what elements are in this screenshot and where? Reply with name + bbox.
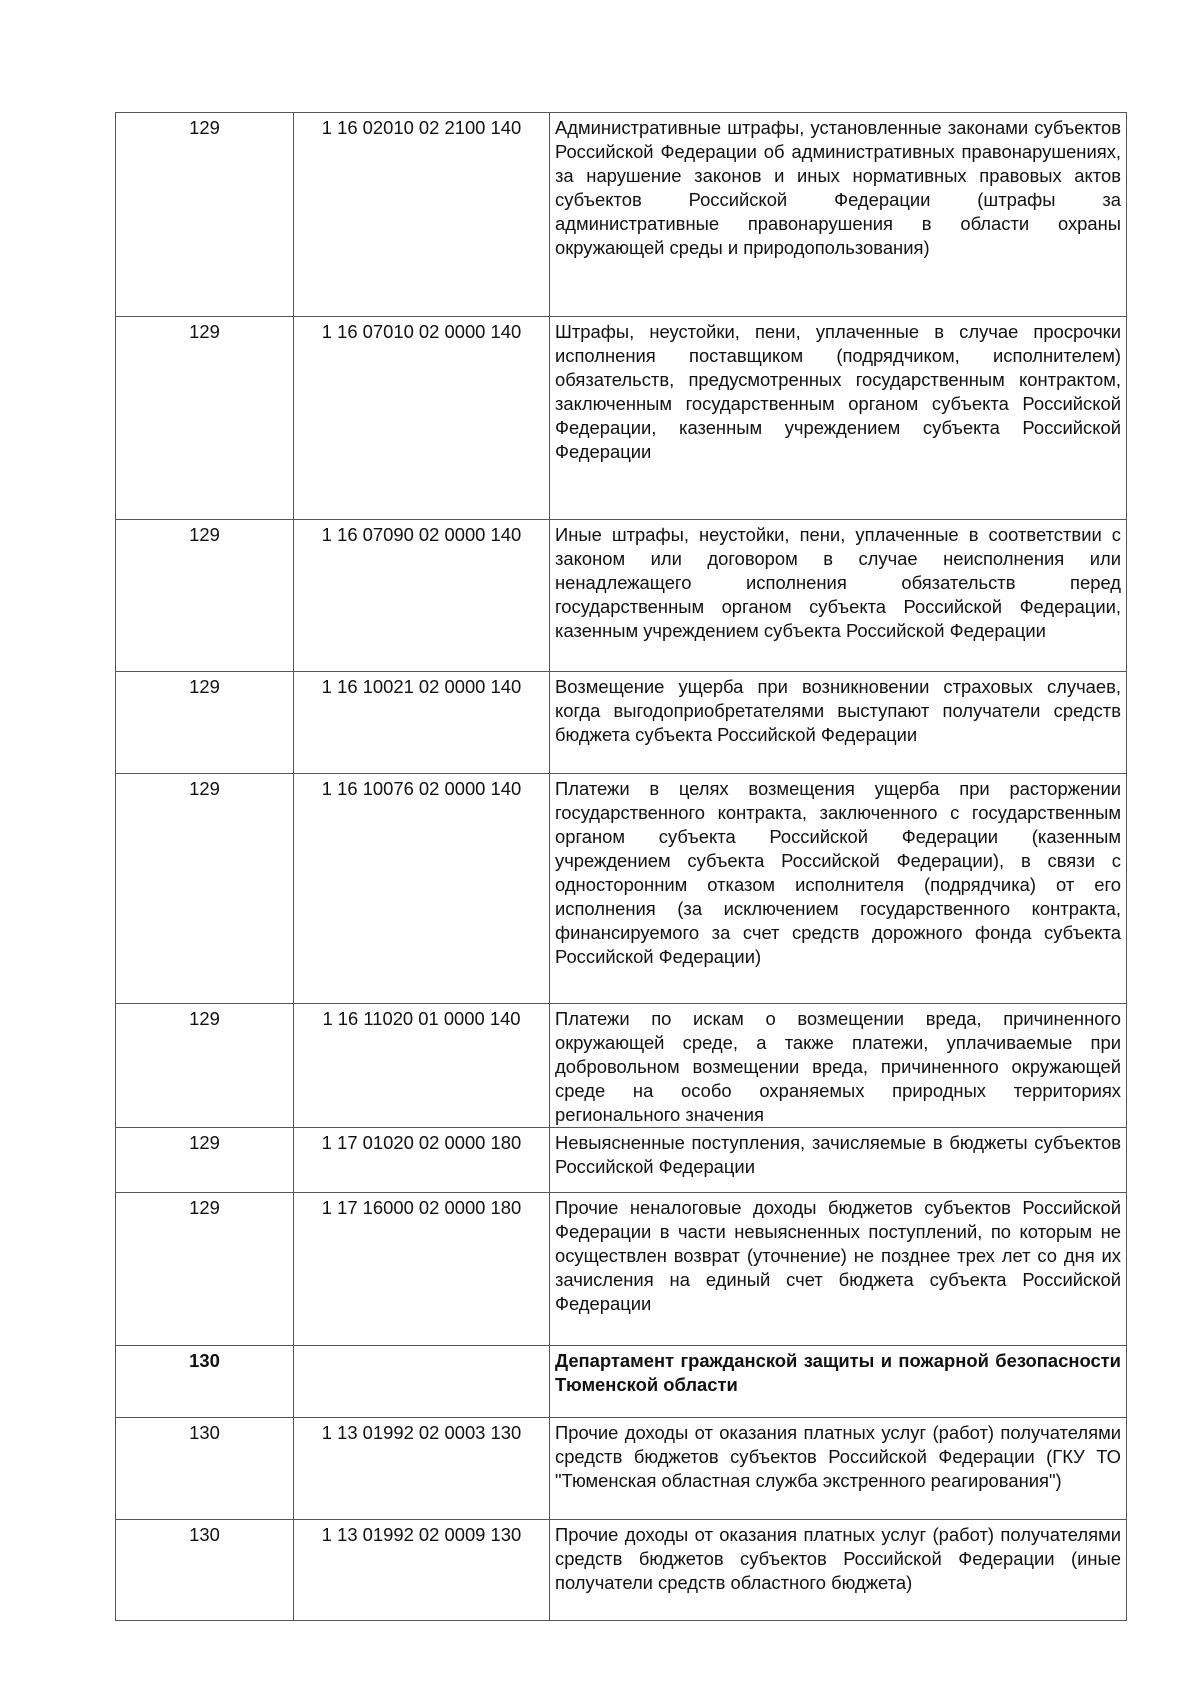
table-row xyxy=(116,1004,1127,1128)
budget-code-cell: 1 17 01020 02 0000 180 xyxy=(294,1128,550,1193)
table-row xyxy=(116,520,1127,672)
description-cell: Платежи по искам о возмещении вреда, причиненного окружающей среде, а также платежи, уплачиваемые при добровольном возмещении вреда, причиненного окружающей среде на особо охраняемых природных территориях регионального значения xyxy=(550,1004,1127,1128)
admin-code-cell: 129 xyxy=(116,520,294,672)
budget-code-cell: 1 16 07010 02 0000 140 xyxy=(294,317,550,520)
department-title-cell: Департамент гражданской защиты и пожарной безопасности Тюменской области xyxy=(550,1346,1127,1418)
admin-code-cell: 129 xyxy=(116,113,294,317)
admin-code-cell: 129 xyxy=(116,774,294,1004)
admin-code-cell: 129 xyxy=(116,1004,294,1128)
table-row xyxy=(116,1418,1127,1520)
description-cell: Прочие неналоговые доходы бюджетов субъектов Российской Федерации в части невыясненных поступлений, по которым не осуществлен возврат (уточнение) не позднее трех лет со дня их зачисления на единый счет бюджета субъекта Российской Федерации xyxy=(550,1193,1127,1346)
description-cell: Иные штрафы, неустойки, пени, уплаченные в соответствии с законом или договором в случае неисполнения или ненадлежащего исполнения обязательств перед государственным органом субъекта Российской Федерации, казенным учреждением субъекта Российской Федерации xyxy=(550,520,1127,672)
table-row xyxy=(116,1520,1127,1621)
table-row xyxy=(116,774,1127,1004)
description-cell: Платежи в целях возмещения ущерба при расторжении государственного контракта, заключенного с государственным органом субъекта Российской Федерации (казенным учреждением субъекта Российской Федерации), в связи с односторонним отказом исполнителя (подрядчика) от его исполнения (за исключением государственного контракта, финансируемого за счет средств дорожного фонда субъекта Российской Федерации) xyxy=(550,774,1127,1004)
admin-code-cell: 130 xyxy=(116,1418,294,1520)
admin-code-cell: 129 xyxy=(116,1193,294,1346)
budget-code-cell: 1 16 07090 02 0000 140 xyxy=(294,520,550,672)
description-cell: Невыясненные поступления, зачисляемые в бюджеты субъектов Российской Федерации xyxy=(550,1128,1127,1193)
budget-code-cell: 1 17 16000 02 0000 180 xyxy=(294,1193,550,1346)
admin-code-cell: 129 xyxy=(116,672,294,774)
budget-code-cell: 1 16 02010 02 2100 140 xyxy=(294,113,550,317)
section-header-row xyxy=(116,1346,1127,1418)
budget-code-cell: 1 16 10076 02 0000 140 xyxy=(294,774,550,1004)
description-cell: Административные штрафы, установленные законами субъектов Российской Федерации об административных правонарушениях, за нарушение законов и иных нормативных правовых актов субъектов Российской Федерации (штрафы за административные правонарушения в области охраны окружающей среды и природопользования) xyxy=(550,113,1127,317)
table-row xyxy=(116,672,1127,774)
table-row xyxy=(116,317,1127,520)
description-cell: Прочие доходы от оказания платных услуг (работ) получателями средств бюджетов субъектов Российской Федерации (ГКУ ТО "Тюменская областная служба экстренного реагирования") xyxy=(550,1418,1127,1520)
description-cell: Штрафы, неустойки, пени, уплаченные в случае просрочки исполнения поставщиком (подрядчиком, исполнителем) обязательств, предусмотренных государственным контрактом, заключенным государственным органом субъекта Российской Федерации, казенным учреждением субъекта Российской Федерации xyxy=(550,317,1127,520)
description-cell: Прочие доходы от оказания платных услуг (работ) получателями средств бюджетов субъектов Российской Федерации (иные получатели средств областного бюджета) xyxy=(550,1520,1127,1621)
admin-code-cell: 129 xyxy=(116,317,294,520)
table-row xyxy=(116,113,1127,317)
table-row xyxy=(116,1128,1127,1193)
admin-code-cell: 130 xyxy=(116,1346,294,1418)
budget-code-cell: 1 13 01992 02 0003 130 xyxy=(294,1418,550,1520)
budget-code-cell: 1 16 11020 01 0000 140 xyxy=(294,1004,550,1128)
description-cell: Возмещение ущерба при возникновении страховых случаев, когда выгодоприобретателями выступают получатели средств бюджета субъекта Российской Федерации xyxy=(550,672,1127,774)
budget-code-cell: 1 16 10021 02 0000 140 xyxy=(294,672,550,774)
table-row xyxy=(116,1193,1127,1346)
budget-code-cell xyxy=(294,1346,550,1418)
revenue-codes-table xyxy=(115,112,1127,1621)
admin-code-cell: 129 xyxy=(116,1128,294,1193)
budget-code-cell: 1 13 01992 02 0009 130 xyxy=(294,1520,550,1621)
admin-code-cell: 130 xyxy=(116,1520,294,1621)
